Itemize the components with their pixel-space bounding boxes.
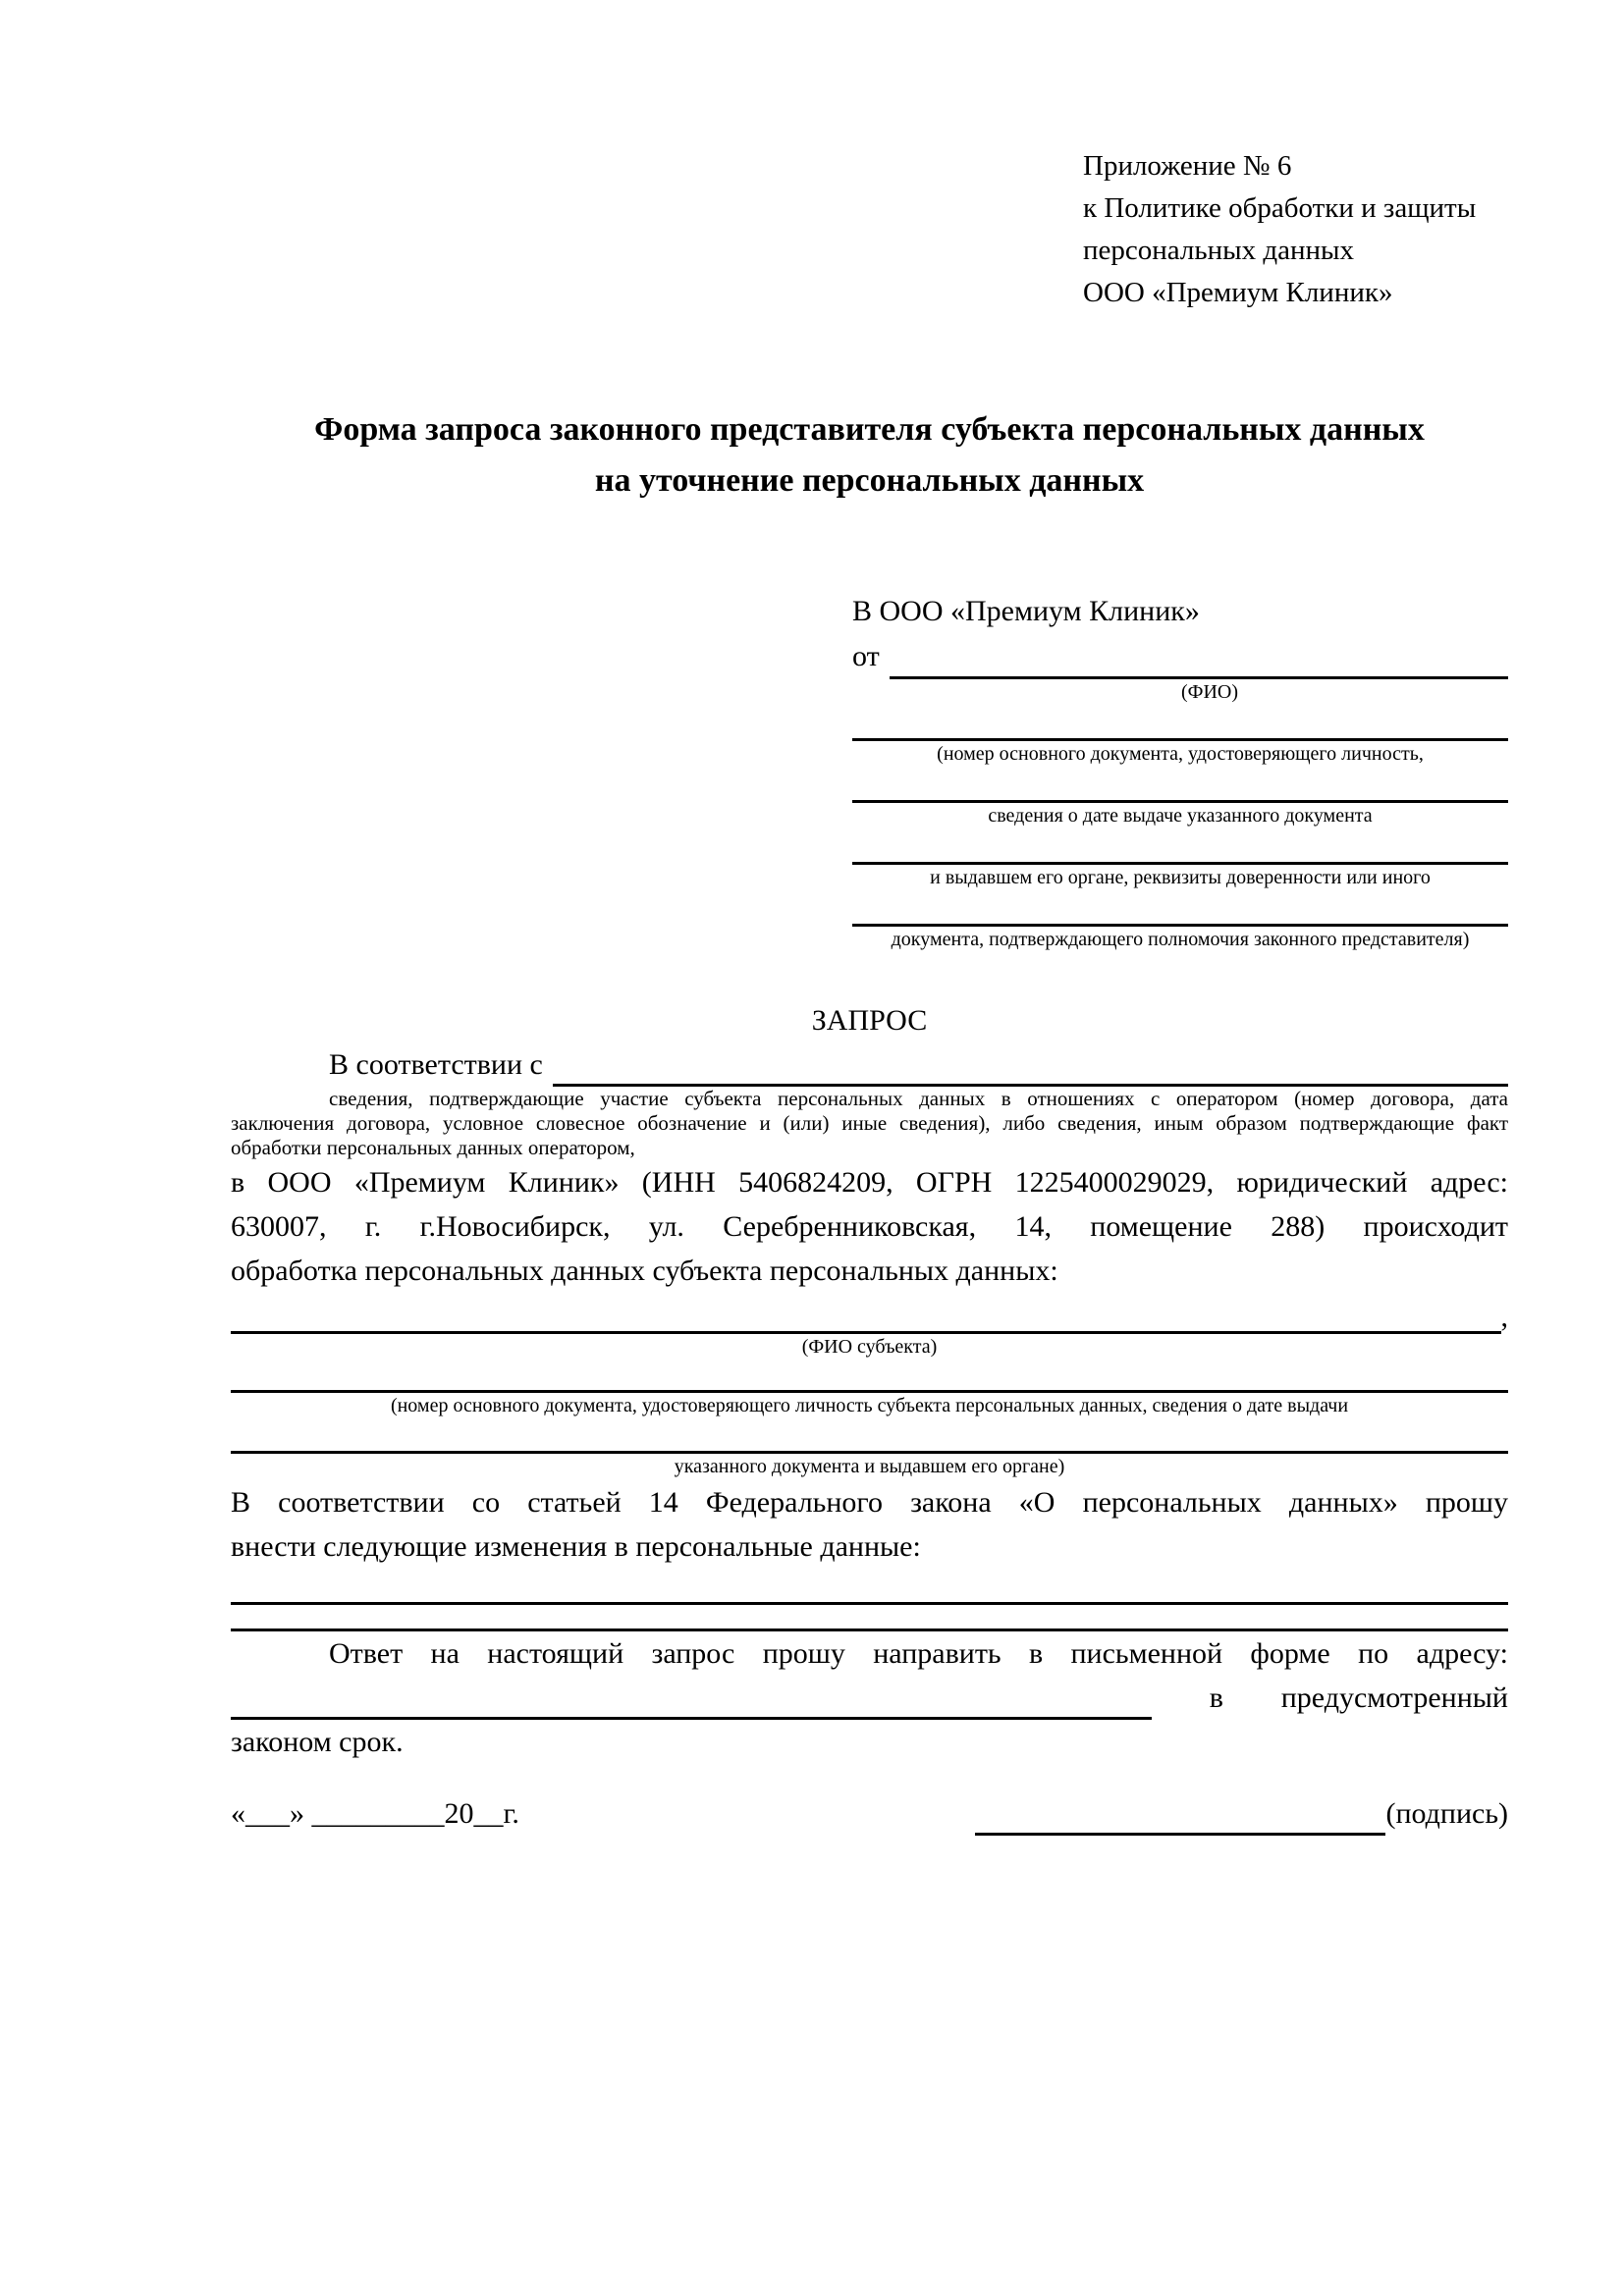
appendix-line: к Политике обработки и защиты: [1083, 192, 1477, 224]
appendix-header: [1083, 145, 1508, 314]
authority-doc-blank-field[interactable]: [852, 891, 1508, 927]
comma: ,: [1500, 1301, 1508, 1333]
operator-paragraph: [231, 1160, 1508, 1293]
representative-fio-blank-field[interactable]: [890, 639, 1508, 679]
note-line: обработки персональных данных оператором,: [231, 1136, 635, 1159]
subject-fio-caption: (ФИО субъекта): [801, 1336, 938, 1358]
field-caption: документа, подтверждающего полномочия законного представителя): [891, 929, 1470, 950]
signature-row: [231, 1791, 1508, 1836]
doc-issue-date-blank-field[interactable]: [852, 768, 1508, 803]
signature-caption: (подпись): [1385, 1797, 1508, 1830]
field-caption: и выдавшем его органе, реквизиты доверенности или иного: [930, 867, 1431, 888]
title-line: на уточнение персональных данных: [594, 462, 1145, 499]
title-line: Форма запроса законного представителя субъекта персональных данных: [314, 411, 1425, 448]
answer-word: в: [1209, 1682, 1223, 1714]
answer-address-row: [231, 1676, 1508, 1720]
doc-issuer-blank-field[interactable]: [852, 829, 1508, 865]
changes-blank-field-1[interactable]: [231, 1569, 1508, 1605]
intro-row: [231, 1042, 1508, 1087]
from-label: от: [852, 640, 880, 672]
note-line: сведения, подтверждающие участие субъекта персональных данных в отношениях с оператором (номер договора, дата: [329, 1087, 1508, 1110]
basis-blank-field[interactable]: [553, 1048, 1508, 1087]
request-heading: ЗАПРОС: [811, 1004, 928, 1037]
subject-doc-issuer-blank-field[interactable]: [231, 1419, 1508, 1454]
subject-fio-row: [231, 1301, 1508, 1334]
addressee-to: В ООО «Премиум Клиник»: [852, 595, 1200, 627]
document-title: [231, 404, 1508, 507]
doc-number-blank-field[interactable]: [852, 706, 1508, 741]
subject-doc-blank-field[interactable]: [231, 1361, 1508, 1393]
intro-label: В соответствии с: [329, 1048, 543, 1081]
answer-word: предусмотренный: [1280, 1682, 1508, 1714]
addressee-from-row: [852, 634, 1508, 679]
answer-line: Ответ на настоящий запрос прошу направить в письменной форме по адресу:: [329, 1637, 1508, 1670]
signature-date: «___» _________20__г.: [231, 1797, 519, 1830]
addressee-block: [852, 589, 1508, 953]
field-caption: сведения о дате выдаче указанного документа: [988, 805, 1373, 827]
appendix-line: персональных данных: [1083, 235, 1355, 266]
note-line: заключения договора, условное словесное обозначение и (или) иные сведения), либо сведения, иным образом подтверждающие факт: [231, 1111, 1508, 1135]
address-blank-field[interactable]: [231, 1683, 1152, 1720]
field-caption: (номер основного документа, удостоверяющего личность,: [937, 743, 1424, 765]
operator-line: обработка персональных данных субъекта персональных данных:: [231, 1255, 1058, 1287]
subject-doc-caption: указанного документа и выдавшем его органе): [674, 1456, 1065, 1477]
answer-line: законом срок.: [231, 1726, 404, 1758]
changes-blank-field-2[interactable]: [231, 1605, 1508, 1631]
subject-doc-caption: (номер основного документа, удостоверяющего личность субъекта персональных данных, сведения о дате выдачи: [390, 1395, 1349, 1416]
appendix-line: Приложение № 6: [1083, 150, 1292, 182]
appendix-line: ООО «Премиум Клиник»: [1083, 277, 1393, 308]
operator-line: 630007, г. г.Новосибирск, ул. Серебренниковская, 14, помещение 288) происходит: [231, 1210, 1508, 1243]
law-paragraph: [231, 1480, 1508, 1569]
subject-fio-blank-field[interactable]: [231, 1302, 1501, 1334]
fio-caption: (ФИО): [1180, 681, 1238, 703]
operator-line: в ООО «Премиум Клиник» (ИНН 5406824209, ОГРН 1225400029029, юридический адрес:: [231, 1166, 1508, 1199]
basis-note: [231, 1087, 1508, 1160]
law-line: В соответствии со статьей 14 Федерального закона «О персональных данных» прошу: [231, 1486, 1508, 1519]
signature-blank-field[interactable]: [975, 1799, 1385, 1836]
signature-area: [975, 1791, 1508, 1836]
law-line: внести следующие изменения в персональные данные:: [231, 1530, 921, 1563]
